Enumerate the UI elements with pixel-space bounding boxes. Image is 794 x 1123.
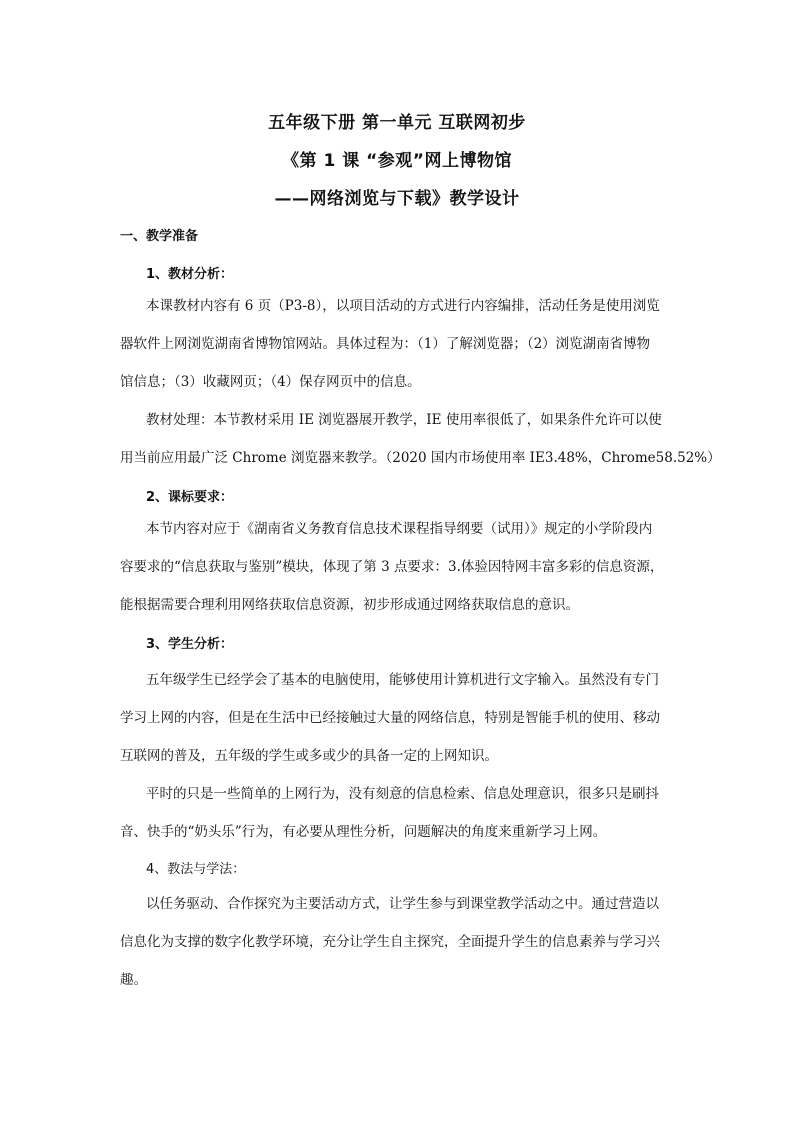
paragraph-line: 容要求的“信息获取与鉴别”模块，体现了第 3 点要求：3.体验因特网丰富多彩的信息资源， [120,559,664,575]
subsection-heading-teaching-methods: 4、教法与学法： [146,862,246,877]
document-title-line-1: 五年级下册 第一单元 互联网初步 [268,113,526,133]
paragraph-line: 信息化为支撑的数字化教学环境，充分让学生自主探究，全面提升学生的信息素养与学习兴 [120,934,660,950]
paragraph-line: 互联网的普及，五年级的学生或多或少的具备一定的上网知识。 [120,748,498,764]
paragraph-line: 平时的只是一些简单的上网行为，没有刻意的信息检索、信息处理意识，很多只是刷抖 [146,786,659,802]
paragraph-line: 五年级学生已经学会了基本的电脑使用，能够使用计算机进行文字输入。虽然没有专门 [146,672,659,688]
paragraph-line: 音、快手的“奶头乐”行为，有必要从理性分析，问题解决的角度来重新学习上网。 [120,824,607,840]
subsection-heading-student-analysis: 3、学生分析： [146,637,234,652]
subsection-heading-curriculum-standard: 2、课标要求： [146,490,234,505]
paragraph-line: 用当前应用最广泛 Chrome 浏览器来教学。（2020 国内市场使用率 IE3.48%，Chrome58.52%） [120,450,721,466]
paragraph-line: 本课教材内容有 6 页（P3-8），以项目活动的方式进行内容编排，活动任务是使用浏览 [146,298,660,314]
paragraph-line: 学习上网的内容，但是在生活中已经接触过大量的网络信息，特别是智能手机的使用、移动 [120,710,660,726]
paragraph-line: 教材处理：本节教材采用 IE 浏览器展开教学，IE 使用率很低了，如果条件允许可以使 [146,412,662,428]
section-heading-preparation: 一、教学准备 [120,229,199,244]
document-title-line-2: 《第 1 课 “参观”网上博物馆 [282,151,512,171]
paragraph-line: 馆信息；（3）收藏网页；（4）保存网页中的信息。 [120,374,421,390]
subsection-heading-textbook-analysis: 1、教材分析： [146,267,234,282]
document-title-line-3: ——网络浏览与下载》教学设计 [274,189,520,209]
paragraph-line: 趣。 [120,972,147,988]
paragraph-line: 能根据需要合理利用网络获取信息资源，初步形成通过网络获取信息的意识。 [120,597,579,613]
paragraph-line: 以任务驱动、合作探究为主要活动方式，让学生参与到课堂教学活动之中。通过营造以 [146,896,659,912]
paragraph-line: 本节内容对应于《湖南省义务教育信息技术课程指导纲要（试用）》规定的小学阶段内 [146,521,653,537]
paragraph-line: 器软件上网浏览湖南省博物馆网站。具体过程为：（1）了解浏览器；（2）浏览湖南省博物 [120,336,651,352]
